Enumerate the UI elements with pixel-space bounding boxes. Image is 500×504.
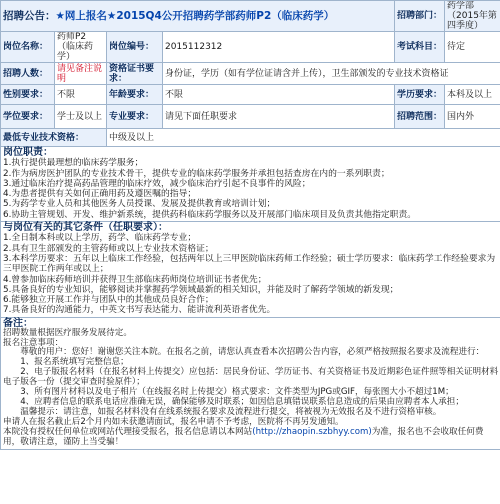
duties-heading: 岗位职责： [3, 147, 53, 158]
site-link[interactable]: (http://zhaopin.szbhyy.com) [252, 426, 372, 437]
region-label: 招聘范围： [395, 105, 445, 129]
duty-item: 5.为药学专业人员和其他医务人员授课、发展及提供教育或培训计划； [3, 199, 276, 210]
post-name-value: 药师P2（临床药学） [55, 32, 107, 63]
requirements-section [0, 222, 500, 318]
requirement-item: 5.具备良好的专业知识，能够阅读并掌握药学领域最新的相关知识，并能及时了解药学领域的新发现； [3, 284, 399, 295]
cert-value: 身份证，学历（如有学位证请含并上传），卫生部颁发的专业技术资格证 [163, 63, 500, 85]
posting-title-cell [1, 1, 395, 32]
education-value: 本科及以上 [445, 85, 500, 105]
major-value: 请见下面任职要求 [163, 105, 395, 129]
post-code-value: 2015112312 [163, 32, 395, 63]
notes-paragraph: 1、报名系统填写完整信息； [20, 357, 129, 368]
requirement-item: 2.具有卫生部颁发的主管药师或以上专业技术资格证； [3, 243, 214, 254]
notes-paragraph: 3、所有图片材料以及电子相片（在线报名时上传提交）格式要求：文件类型为JPG或GIF，每张图大小不超过1M； [20, 387, 454, 398]
posting-title[interactable]: ★网上报名★2015Q4公开招聘药学部药师P2（临床药学） [55, 9, 335, 22]
dept-value: 药学部（2015年第四季度） [445, 1, 500, 32]
headcount-label: 招聘人数： [1, 63, 55, 85]
requirement-item: 3.本科学历要求：五年以上临床工作经验，包括两年以上三甲医院临床药师工作经验；硕士学历要求：临床药学工作经验要求为三甲医院工作两年或以上； [3, 253, 496, 275]
requirements-heading: 与岗位有关的其它条件（任职要求）： [3, 222, 168, 234]
exam-value: 待定 [445, 32, 500, 63]
notes-paragraph: 2、电子版报名材料（在报名材料上传提交）应包括：居民身份证、学历证书、有关资格证书及近期彩色证件照等相关证明材料电子版各一份（提交审查时验原件）； [3, 367, 499, 388]
job-info-table [0, 0, 500, 147]
duty-item: 6.协助主管规划、开发、维护新系统，提供药科临床药学服务以及开展部门临床项目及负责其他指定职责。 [3, 209, 417, 220]
notes-paragraph: 温馨提示：请注意，如报名材料没有在线系统报名要求及流程进行提交，将被视为无效报名及不进行资格审核。 [20, 406, 442, 417]
duty-item: 4.为患者提供有关如何正确用药及遵医嘱的指导； [3, 189, 197, 200]
tech-level-value: 中级及以上 [107, 129, 500, 147]
posting-title-label: 招聘公告： [3, 9, 56, 22]
cert-label: 资格证书要求： [107, 63, 163, 85]
gender-label: 性别要求： [1, 85, 55, 105]
headcount-value: 请见备注说明 [55, 63, 107, 85]
degree-value: 学士及以上 [55, 105, 107, 129]
notes-tail [3, 428, 499, 448]
notes-section [0, 318, 500, 450]
requirement-item: 6.能够独立开展工作并与团队中的其他成员良好合作； [3, 295, 214, 306]
notes-paragraph: 4、应聘者信息的联系电话应准确无误，确保能够及时联系；如因信息填错误联系信息造成的后果由应聘者本人承担； [20, 397, 464, 407]
notes-paragraph: 尊敬的用户：您好！谢谢您关注本院。在报名之前，请您认真查看本次招聘公告内容，必须严格按照报名要求及流程进行： [20, 347, 485, 358]
degree-label: 学位要求： [1, 105, 55, 129]
dept-label: 招聘部门： [395, 1, 445, 32]
duty-item: 3.通过临床治疗提高药品管理的临床疗效，减少临床治疗引起不良事件的风险； [3, 178, 311, 189]
education-label: 学历要求： [395, 85, 445, 105]
duty-item: 1.执行提供最理想的临床药学服务； [3, 158, 144, 169]
notes-heading: 备注： [3, 317, 33, 329]
age-value: 不限 [163, 85, 395, 105]
age-label: 年龄要求： [107, 85, 163, 105]
requirement-item: 1.全日制本科或以上学历，药学、临床药学专业； [3, 233, 197, 244]
duties-section [0, 147, 500, 222]
gender-value: 不限 [55, 85, 107, 105]
notes-tail: 申请人在报名截止后2个月内如未获邀请面试，报名申请不予考虑，医院将不再另发通知。 [3, 416, 344, 427]
post-name-label: 岗位名称： [1, 32, 55, 63]
notes-line: 招聘数量根据医疗服务发展待定。 [3, 327, 132, 338]
tech-level-label: 最低专业技术资格： [1, 129, 107, 147]
notes-tail-post: 为准，报名也不会收取任何费用，敬请注意，谨防上当受骗！ [3, 426, 484, 447]
requirement-item: 7.具备良好的沟通能力，中英文书写表达能力、能讲流利英语者优先。 [3, 305, 276, 316]
notes-line: 报名注意事项： [3, 337, 64, 348]
exam-label: 考试科目： [395, 32, 445, 63]
notes-tail-pre: 本院没有授权任何单位或网站代理接受报名，报名信息请以本网站 [3, 426, 253, 437]
duty-item: 2.作为病房医护团队的专业技术骨干，提供专业的临床药学服务并承担包括查房在内的一系列职责； [3, 168, 390, 179]
major-label: 专业要求： [107, 105, 163, 129]
requirement-item: 4.曾参加临床药师培训并获得卫生部临床药师岗位培训证书者优先； [3, 274, 267, 285]
region-value: 国内外 [445, 105, 500, 129]
post-code-label: 岗位编号： [107, 32, 163, 63]
